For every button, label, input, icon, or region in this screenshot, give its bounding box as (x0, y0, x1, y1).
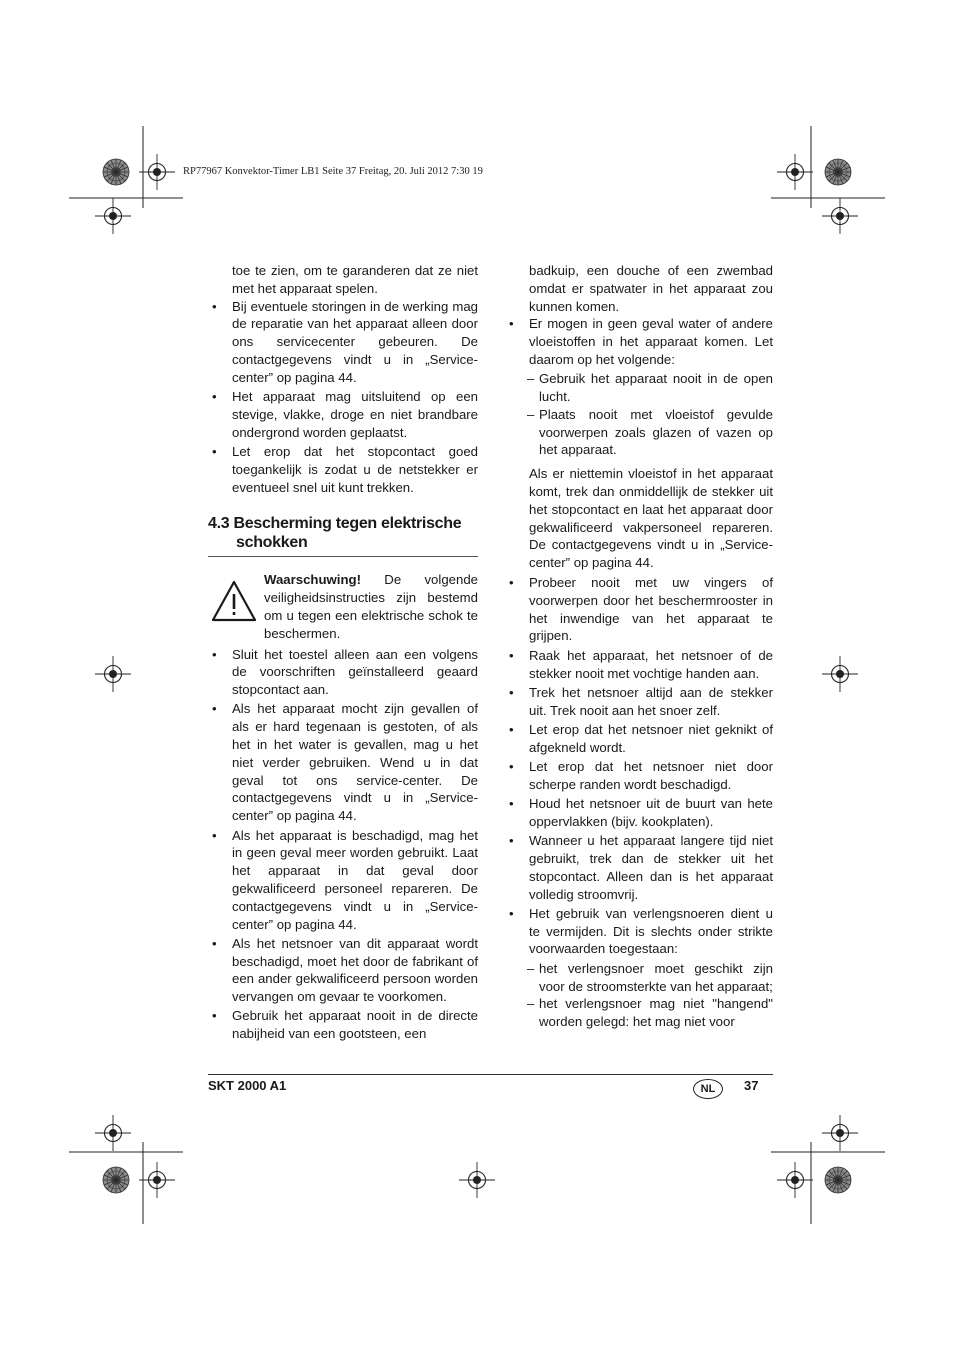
dash-item: – Plaats nooit met vloeistof gevulde voorwerpen zoals glazen of vazen op het apparaat. (527, 406, 773, 458)
list-item: • Houd het netsnoer uit de buurt van hete oppervlakken (bijv. kookplaten). (505, 795, 773, 831)
water-note: Als er niettemin vloeistof in het apparaat komt, trek dan onmiddellijk de stekker uit het stopcontact en laat het apparaat door gekwalificeerd vakpersoneel repareren. De contactgegevens vindt u in „Service-center” op pagina 44. (529, 466, 773, 571)
print-header: RP77967 Konvektor-Timer LB1 Seite 37 Freitag, 20. Juli 2012 7:30 19 (183, 166, 483, 177)
list-item: • Als het apparaat mocht zijn gevallen of als er hard tegenaan is gestoten, of als het in het water is gevallen, mag u het niet verder gebruiken. Wend u in dat geval tot ons service-center. De contactgegevens vindt u in „Service-center” op pagina 44. (208, 700, 478, 825)
right-column (505, 262, 773, 1031)
section-title-line1: Bescherming tegen elektrische (233, 515, 462, 533)
dash-item: – het verlengsnoer mag niet "hangend" worden gelegd: het mag niet voor (527, 996, 773, 1030)
section-number: 4.3 (208, 515, 230, 533)
warning-triangle-icon (210, 579, 258, 623)
dash-item: – Gebruik het apparaat nooit in de open lucht. (527, 371, 773, 405)
list-item: • Wanneer u het apparaat langere tijd niet gebruikt, trek dan de stekker uit het stopcontact. Alleen dan is het apparaat volledig stroomvrij. (505, 832, 773, 903)
continuation-text: toe te zien, om te garanderen dat ze niet met het apparaat spelen. (232, 263, 478, 296)
list-item: • Er mogen in geen geval water of andere vloeistoffen in het apparaat komen. Let daarom op het volgende: (505, 315, 773, 368)
warning-text: De volgende veiligheidsinstructies zijn bestemd om u tegen een elektrische schok te beschermen. (264, 572, 478, 641)
list-item: • Trek het netsnoer altijd aan de stekker uit. Trek nooit aan het snoer zelf. (505, 684, 773, 720)
section-heading (208, 514, 478, 557)
footer-rule (208, 1074, 773, 1075)
left-column (208, 262, 478, 1045)
list-item: • Probeer nooit met uw vingers of voorwerpen door het beschermrooster in het inwendige van het apparaat te grijpen. (505, 574, 773, 645)
list-item: • Het apparaat mag uitsluitend op een stevige, vlakke, droge en niet brandbare ondergrond worden geplaatst. (208, 388, 478, 441)
list-item: • Het gebruik van verlengsnoeren dient u te vermijden. Dit is slechts onder strikte voorwaarden toegestaan: (505, 905, 773, 958)
continuation-text: badkuip, een douche of een zwembad omdat er spatwater in het apparaat zou kunnen komen. (529, 263, 773, 314)
dash-item: – het verlengsnoer moet geschikt zijn voor de stroomsterkte van het apparaat; (527, 960, 773, 994)
warning-block (208, 571, 478, 642)
page-number: 37 (744, 1078, 759, 1093)
list-item: • Gebruik het apparaat nooit in de directe nabijheid van een gootsteen, een (208, 1007, 478, 1043)
section-title-line2: schokken (236, 534, 308, 552)
list-item: • Als het apparaat is beschadigd, mag het in geen geval meer worden gebruikt. Laat het apparaat in dat geval door gekwalificeerd personeel repareren. De contactgegevens vindt u in „Service-center” op pagina 44. (208, 827, 478, 934)
list-item: • Raak het apparaat, het netsnoer of de stekker nooit met vochtige handen aan. (505, 647, 773, 683)
list-item: • Sluit het toestel alleen aan een volgens de voorschriften geïnstalleerd geaard stopcontact aan. (208, 646, 478, 699)
warning-label: Waarschuwing! (264, 572, 361, 588)
model-number: SKT 2000 A1 (208, 1078, 287, 1093)
list-item: • Let erop dat het stopcontact goed toegankelijk is zodat u de netstekker er eventueel snel uit kunt trekken. (208, 443, 478, 496)
list-item: • Bij eventuele storingen in de werking mag de reparatie van het apparaat alleen door ons servicecenter gebeuren. De contactgegevens vindt u in „Service-center” op pagina 44. (208, 298, 478, 387)
language-badge: NL (693, 1079, 723, 1099)
list-item: • Let erop dat het netsnoer niet geknikt of afgekneld wordt. (505, 721, 773, 757)
list-item: • Als het netsnoer van dit apparaat wordt beschadigd, moet het door de fabrikant of een ander gekwalificeerd persoon worden vervangen om gevaar te voorkomen. (208, 935, 478, 1006)
list-item: • Let erop dat het netsnoer niet door scherpe randen wordt beschadigd. (505, 758, 773, 794)
